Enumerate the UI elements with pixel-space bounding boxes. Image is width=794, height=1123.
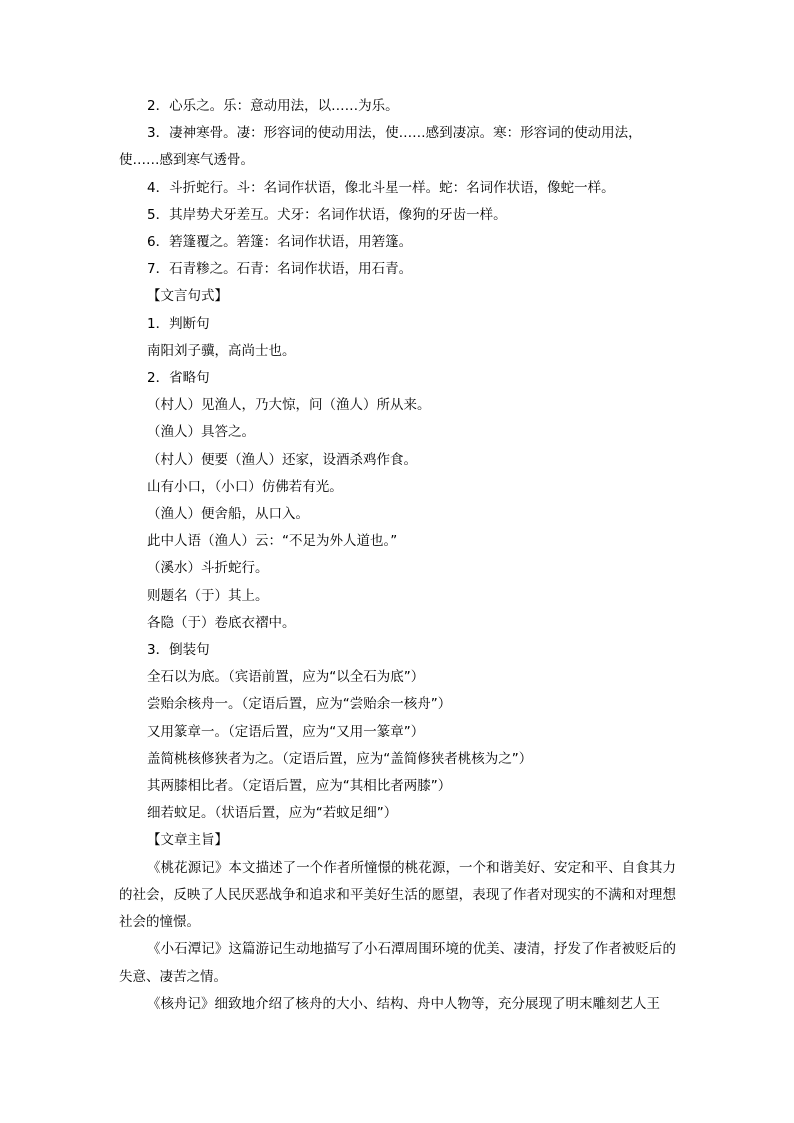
theme-paragraph: 《核舟记》细致地介绍了核舟的大小、结构、舟中人物等，充分展现了明末雕刻艺人王 bbox=[147, 995, 660, 1012]
text-line: 7．石青糁之。石青：名词作状语，用石青。 bbox=[147, 261, 413, 278]
theme-paragraph: 《小石潭记》这篇游记生动地描写了小石潭周围环境的优美、凄清，抒发了作者被贬后的失意、凄苦之情。 bbox=[119, 941, 676, 985]
text-line: 5．其岸势犬牙差互。犬牙：名词作状语，像狗的牙齿一样。 bbox=[147, 206, 507, 223]
text-line: （渔人）便舍船，从口入。 bbox=[147, 506, 309, 523]
text-line: 4．斗折蛇行。斗：名词作状语，像北斗星一样。蛇：名词作状语，像蛇一样。 bbox=[147, 179, 615, 196]
text-line: 又用篆章一。（定语后置，应为“又用一篆章”） bbox=[147, 723, 425, 740]
text-line: 全石以为底。（宾语前置，应为“以全石为底”） bbox=[147, 669, 425, 686]
text-line: 2．心乐之。乐：意动用法，以……为乐。 bbox=[147, 98, 399, 114]
text-line: 细若蚊足。（状语后置，应为“若蚊足细”） bbox=[147, 805, 398, 822]
text-line: 此中人语（渔人）云：“不足为外人道也。” bbox=[147, 533, 398, 550]
text-line: 则题名（于）其上。 bbox=[147, 587, 269, 604]
text-line: 使……感到寒气透骨。 bbox=[119, 152, 254, 169]
text-line: 其两膝相比者。（定语后置，应为“其相比者两膝”） bbox=[147, 778, 452, 795]
text-line: （溪水）斗折蛇行。 bbox=[147, 560, 269, 577]
theme-paragraph: 《桃花源记》本文描述了一个作者所憧憬的桃花源，一个和谐美好、安定和平、自食其力的社会，反映了人民厌恶战争和追求和平美好生活的愿望，表现了作者对现实的不满和对理想社会的憧憬。 bbox=[119, 859, 676, 931]
subsection-heading: 2．省略句 bbox=[147, 370, 210, 387]
text-line: 盖简桃核修狭者为之。（定语后置，应为“盖简修狭者桃核为之”） bbox=[147, 750, 533, 767]
text-line: 3．凄神寒骨。凄：形容词的使动用法，使……感到凄凉。寒：形容词的使动用法， bbox=[147, 125, 642, 142]
text-line: 尝贻余核舟一。（定语后置，应为“尝贻余一核舟”） bbox=[147, 696, 452, 713]
section-heading: 【文章主旨】 bbox=[147, 832, 228, 849]
subsection-heading: 3．倒装句 bbox=[147, 642, 210, 659]
text-line: 6．箬篷覆之。箬篷：名词作状语，用箬篷。 bbox=[147, 234, 413, 251]
text-line: （渔人）具答之。 bbox=[147, 424, 255, 441]
text-line: 山有小口，（小口）仿佛若有光。 bbox=[147, 478, 343, 495]
text-line: （村人）见渔人，乃大惊，问（渔人）所从来。 bbox=[147, 397, 431, 414]
text-line: 各隐（于）卷底衣褶中。 bbox=[147, 614, 296, 631]
document-body bbox=[119, 93, 676, 1018]
section-heading: 【文言句式】 bbox=[147, 288, 228, 305]
text-line: （村人）便要（渔人）还家，设酒杀鸡作食。 bbox=[147, 451, 417, 468]
text-line: 南阳刘子骥，高尚士也。 bbox=[147, 342, 296, 359]
subsection-heading: 1．判断句 bbox=[147, 315, 210, 332]
